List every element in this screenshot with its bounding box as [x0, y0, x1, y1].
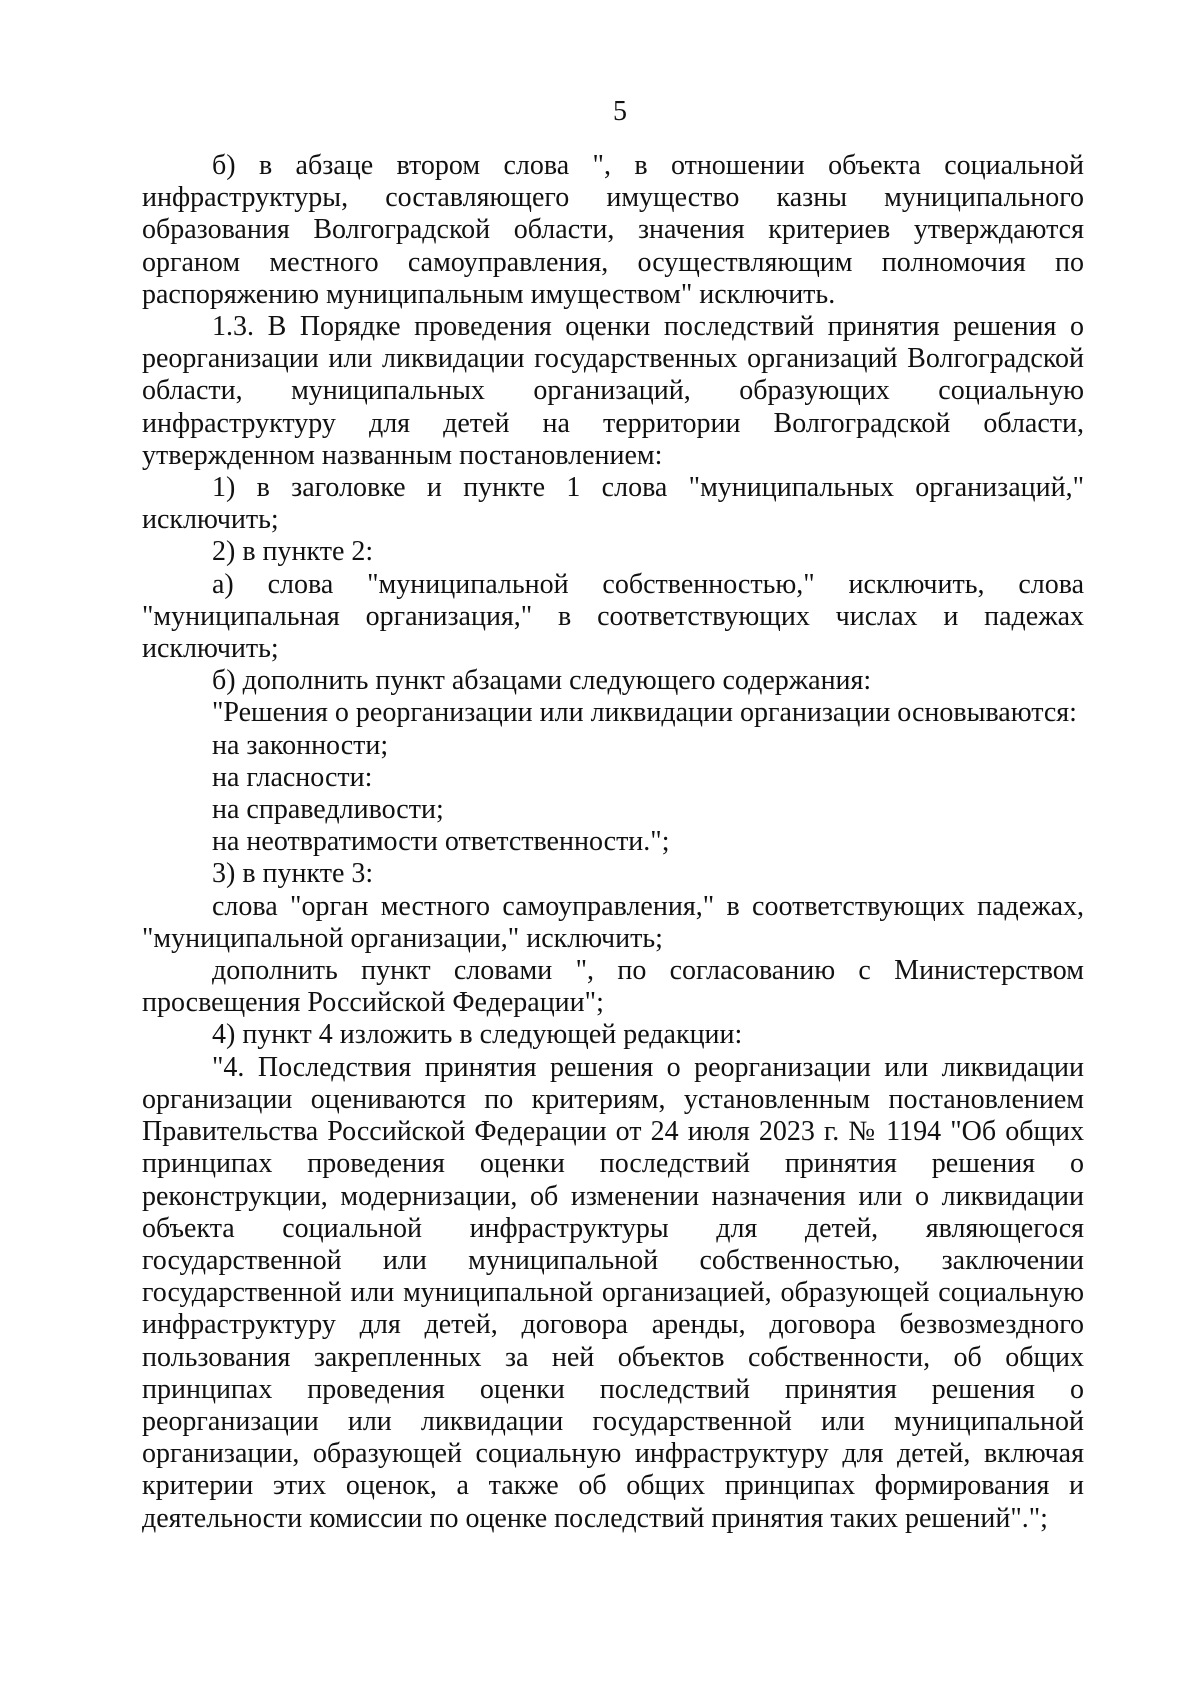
paragraph-item-1: 1) в заголовке и пункте 1 слова "муниципальных организаций," исключить;	[142, 472, 1084, 536]
paragraph-legality: на законности;	[212, 729, 389, 761]
paragraph-item-3-supplement: дополнить пункт словами ", по согласованию с Министерством просвещения Российской Федерации";	[142, 955, 1084, 1019]
paragraph-1-b-abzac: б) в абзаце втором слова ", в отношении объекта социальной инфраструктуры, составляющего имущество казны муниципального образования Волгоградской области, значения критериев утверждаются органом местного самоуправления, осуществляющим полномочия по распоряжению муниципальным имуществом" исключить.	[142, 150, 1084, 310]
paragraph-1-3-heading: 1.3. В Порядке проведения оценки последствий принятия решения о реорганизации или ликвидации государственных организаций Волгоградской области, муниципальных организаций, образующих социальную инфраструктуру для детей на территории Волгоградской области, утвержденном названным постановлением:	[142, 311, 1084, 471]
paragraph-justice: на справедливости;	[212, 794, 444, 826]
paragraph-responsibility: на неотвратимости ответственности.";	[212, 826, 670, 858]
paragraph-item-4: 4) пункт 4 изложить в следующей редакции:	[212, 1019, 743, 1051]
paragraph-publicity: на гласности:	[212, 761, 373, 793]
paragraph-item-3-words: слова "орган местного самоуправления," в соответствующих падежах, "муниципальной организации," исключить;	[142, 890, 1084, 954]
paragraph-item-2a: а) слова "муниципальной собственностью," исключить, слова "муниципальная организация," в соответствующих числах и падежах исключить;	[142, 568, 1084, 665]
paragraph-quote-decisions: "Решения о реорганизации или ликвидации организации основываются:	[212, 697, 1077, 729]
paragraph-item-3: 3) в пункте 3:	[212, 858, 374, 890]
document-body	[142, 150, 1084, 1535]
paragraph-item-4-text: "4. Последствия принятия решения о реорганизации или ликвидации организации оцениваются по критериям, установленным постановлением Правительства Российской Федерации от 24 июля 2023 г. № 1194 "Об общих принципах проведения оценки последствий принятия решения о реконструкции, модернизации, об изменении назначения или о ликвидации объекта социальной инфраструктуры для детей, являющегося государственной или муниципальной собственностью, заключении государственной или муниципальной организацией, образующей социальную инфраструктуру для детей, договора аренды, договора безвозмездного пользования закрепленных за ней объектов собственности, об общих принципах проведения оценки последствий принятия решения о реорганизации или ликвидации государственной или муниципальной организации, образующей социальную инфраструктуру для детей, включая критерии этих оценок, а также об общих принципах формирования и деятельности комиссии по оценке последствий принятия таких решений".";	[142, 1051, 1084, 1534]
paragraph-item-2b: б) дополнить пункт абзацами следующего содержания:	[212, 665, 872, 697]
page-number: 5	[613, 96, 627, 127]
paragraph-item-2: 2) в пункте 2:	[212, 536, 374, 568]
